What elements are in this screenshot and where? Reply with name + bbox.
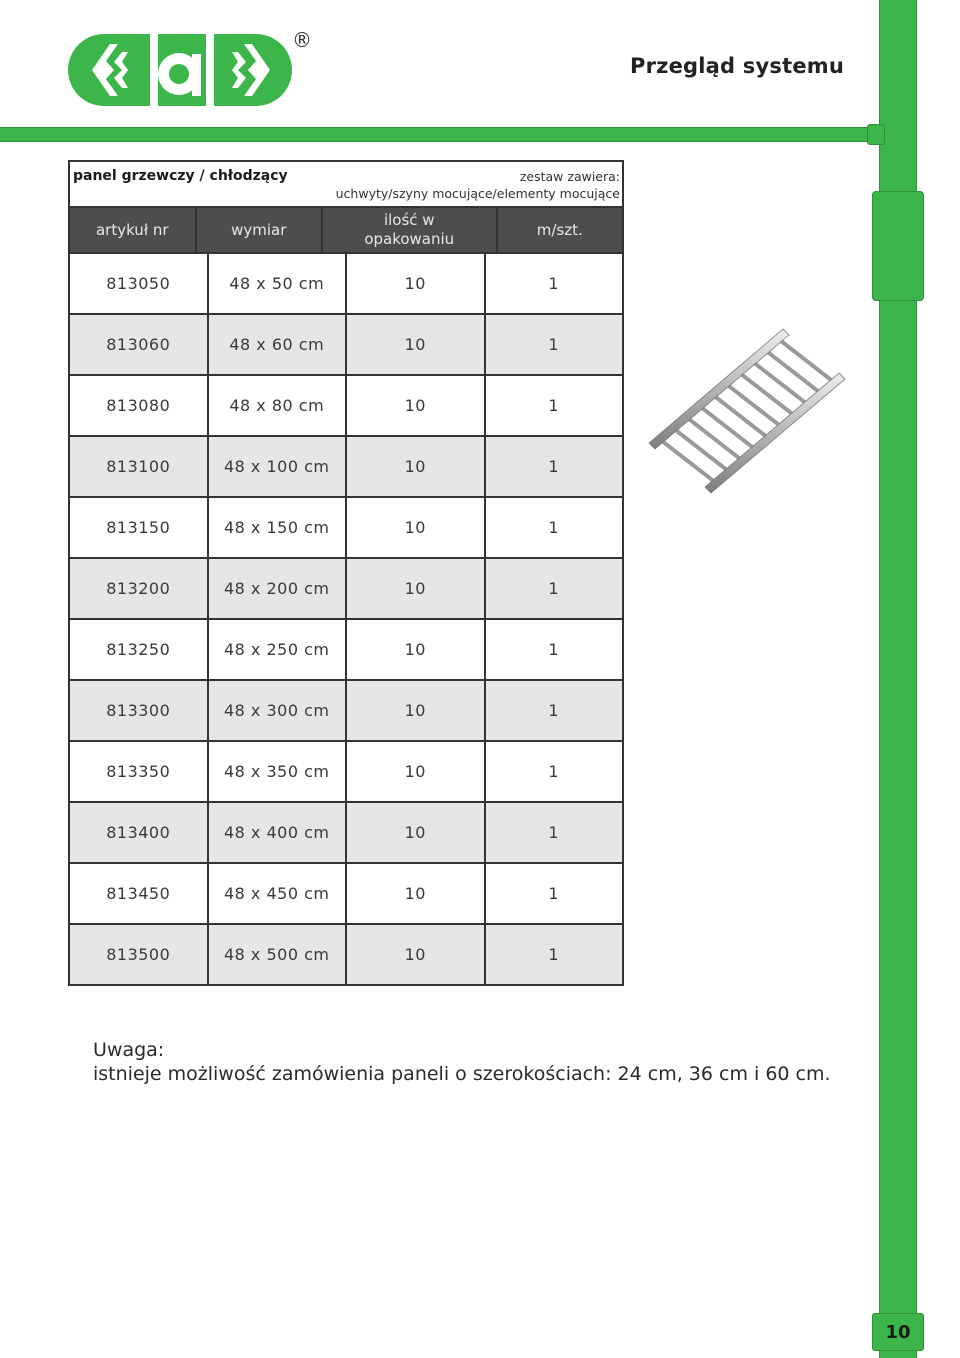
company-logo bbox=[66, 30, 316, 112]
cell-pack-quantity: 10 bbox=[347, 620, 486, 679]
cell-pack-quantity: 10 bbox=[347, 559, 486, 618]
col-header-article: artykuł nr bbox=[70, 208, 197, 252]
page-number: 10 bbox=[872, 1313, 924, 1351]
cell-article-number: 813060 bbox=[70, 315, 209, 374]
cell-article-number: 813250 bbox=[70, 620, 209, 679]
product-name: panel grzewczy / chłodzący bbox=[73, 168, 288, 184]
cell-pack-quantity: 10 bbox=[347, 681, 486, 740]
green-bar-cap bbox=[867, 124, 885, 145]
cell-dimension: 48 x 300 cm bbox=[209, 681, 348, 740]
cell-dimension: 48 x 50 cm bbox=[209, 254, 348, 313]
cell-pack-quantity: 10 bbox=[347, 376, 486, 435]
panel-tube bbox=[674, 429, 728, 471]
cell-pack-quantity: 10 bbox=[347, 864, 486, 923]
cell-dimension: 48 x 80 cm bbox=[209, 376, 348, 435]
cell-per-piece: 1 bbox=[548, 823, 560, 842]
cell-article-number: 813150 bbox=[70, 498, 209, 557]
cell-pack-quantity: 10 bbox=[347, 254, 486, 313]
cell-dimension: 48 x 250 cm bbox=[209, 620, 348, 679]
cell-article-number: 813350 bbox=[70, 742, 209, 801]
table-row bbox=[70, 254, 622, 315]
table-row bbox=[70, 864, 622, 925]
table-title-row bbox=[70, 162, 622, 208]
section-tab bbox=[872, 191, 924, 301]
cell-dimension: 48 x 100 cm bbox=[209, 437, 348, 496]
table-body bbox=[70, 254, 622, 984]
cell-per-piece: 1 bbox=[548, 945, 560, 964]
cell-dimension: 48 x 500 cm bbox=[209, 925, 348, 984]
cell-article-number: 813050 bbox=[70, 254, 209, 313]
panel-tube bbox=[766, 351, 820, 393]
cell-article-number: 813450 bbox=[70, 864, 209, 923]
registered-mark: ® bbox=[292, 28, 312, 52]
cell-dimension: 48 x 350 cm bbox=[209, 742, 348, 801]
kit-label: zestaw zawiera: bbox=[519, 169, 620, 184]
cell-per-piece: 1 bbox=[548, 457, 560, 476]
cell-pack-quantity: 10 bbox=[347, 803, 486, 862]
cell-per-piece: 1 bbox=[548, 701, 560, 720]
cell-per-piece: 1 bbox=[548, 884, 560, 903]
cell-dimension: 48 x 150 cm bbox=[209, 498, 348, 557]
panel-tube bbox=[740, 373, 794, 415]
kit-contents bbox=[336, 168, 620, 202]
panel-tube bbox=[727, 384, 781, 426]
note bbox=[93, 1038, 831, 1086]
col-header-pack-qty: ilość w opakowaniu bbox=[323, 208, 498, 252]
cell-pack-quantity: 10 bbox=[347, 315, 486, 374]
cell-article-number: 813080 bbox=[70, 376, 209, 435]
cell-per-piece: 1 bbox=[548, 579, 560, 598]
cell-article-number: 813300 bbox=[70, 681, 209, 740]
table-row bbox=[70, 742, 622, 803]
table-header bbox=[70, 208, 622, 254]
cell-per-piece: 1 bbox=[548, 640, 560, 659]
panel-tube bbox=[661, 440, 715, 482]
cell-dimension: 48 x 60 cm bbox=[209, 315, 348, 374]
table-row bbox=[70, 559, 622, 620]
cell-dimension: 48 x 200 cm bbox=[209, 559, 348, 618]
panel-tube bbox=[753, 362, 807, 404]
kit-items: uchwyty/szyny mocujące/elementy mocujące bbox=[335, 186, 620, 201]
cell-article-number: 813500 bbox=[70, 925, 209, 984]
col-header-size: wymiar bbox=[197, 208, 324, 252]
table-row bbox=[70, 315, 622, 376]
panel-tube bbox=[700, 407, 754, 449]
product-table bbox=[68, 160, 624, 986]
panel-tube bbox=[714, 395, 768, 437]
cell-per-piece: 1 bbox=[548, 396, 560, 415]
cell-article-number: 813100 bbox=[70, 437, 209, 496]
cell-pack-quantity: 10 bbox=[347, 742, 486, 801]
cell-article-number: 813400 bbox=[70, 803, 209, 862]
note-text: istnieje możliwość zamówienia paneli o szerokościach: 24 cm, 36 cm i 60 cm. bbox=[93, 1063, 831, 1085]
cell-dimension: 48 x 400 cm bbox=[209, 803, 348, 862]
table-row bbox=[70, 498, 622, 559]
table-row bbox=[70, 376, 622, 437]
table-row bbox=[70, 437, 622, 498]
cell-dimension: 48 x 450 cm bbox=[209, 864, 348, 923]
panel-product-image bbox=[645, 325, 850, 499]
panel-tube bbox=[779, 340, 833, 382]
cell-per-piece: 1 bbox=[548, 762, 560, 781]
cell-per-piece: 1 bbox=[548, 335, 560, 354]
cell-pack-quantity: 10 bbox=[347, 498, 486, 557]
col-header-per-piece: m/szt. bbox=[536, 220, 583, 239]
table-row bbox=[70, 803, 622, 864]
page-title: Przegląd systemu bbox=[630, 54, 844, 78]
cell-pack-quantity: 10 bbox=[347, 925, 486, 984]
logo-graphic bbox=[66, 30, 316, 108]
green-horizontal-bar bbox=[0, 127, 880, 142]
table-row bbox=[70, 620, 622, 681]
cell-article-number: 813200 bbox=[70, 559, 209, 618]
panel-tube bbox=[687, 418, 741, 460]
table-row bbox=[70, 681, 622, 742]
cell-per-piece: 1 bbox=[548, 274, 560, 293]
cell-per-piece: 1 bbox=[548, 518, 560, 537]
cell-pack-quantity: 10 bbox=[347, 437, 486, 496]
note-label: Uwaga: bbox=[93, 1039, 165, 1061]
table-row bbox=[70, 925, 622, 984]
